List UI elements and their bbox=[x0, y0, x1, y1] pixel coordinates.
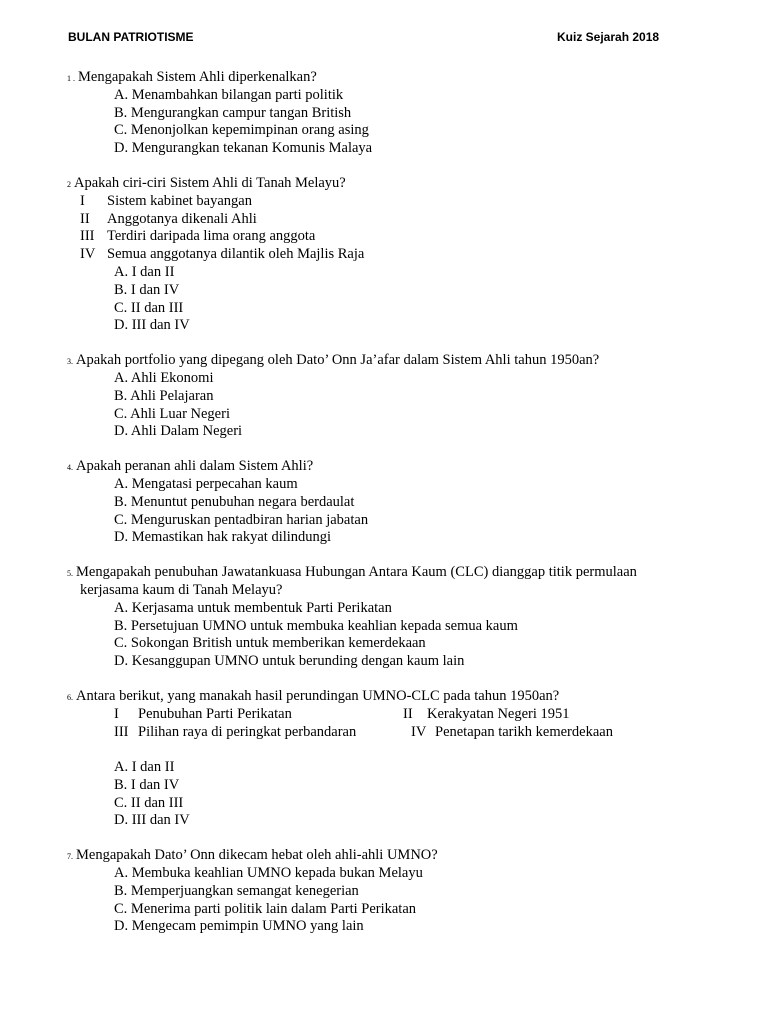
question-3 bbox=[0, 352, 768, 441]
option-b: B. Mengurangkan campur tangan British bbox=[114, 104, 352, 121]
statement-ii: II Kerakyatan Negeri 1951 bbox=[403, 705, 570, 722]
option-b: B. I dan IV bbox=[114, 281, 180, 298]
question-stem-continued: kerjasama kaum di Tanah Melayu? bbox=[80, 581, 283, 598]
statement-iv: IV Penetapan tarikh kemerdekaan bbox=[411, 723, 613, 740]
question-stem: Apakah peranan ahli dalam Sistem Ahli? bbox=[76, 458, 314, 475]
option-d: D. Memastikan hak rakyat dilindungi bbox=[114, 529, 332, 546]
option-b: B. Ahli Pelajaran bbox=[114, 387, 214, 404]
option-b: B. Persetujuan UMNO untuk membuka keahlian kepada semua kaum bbox=[114, 617, 518, 634]
option-b: B. I dan IV bbox=[114, 776, 180, 793]
question-number: 6. bbox=[67, 692, 73, 702]
option-a: A. Mengatasi perpecahan kaum bbox=[114, 475, 298, 492]
question-list bbox=[0, 69, 768, 953]
question-number: 7. bbox=[67, 852, 73, 862]
statement-row-1 bbox=[0, 706, 768, 724]
statement-iii: III Terdiri daripada lima orang anggota bbox=[80, 228, 316, 245]
option-c: C. Menguruskan pentadbiran harian jabatan bbox=[114, 511, 369, 528]
option-d: D. Ahli Dalam Negeri bbox=[114, 423, 243, 440]
question-5 bbox=[0, 564, 768, 671]
option-c: C. Ahli Luar Negeri bbox=[114, 405, 230, 422]
question-2 bbox=[0, 175, 768, 335]
option-a: A. I dan II bbox=[114, 759, 175, 776]
question-number: 3. bbox=[67, 357, 73, 367]
question-6 bbox=[0, 688, 768, 830]
question-stem: Mengapakah Dato’ Onn dikecam hebat oleh ahli-ahli UMNO? bbox=[76, 847, 438, 864]
question-number: 4. bbox=[67, 463, 73, 473]
option-c: C. II dan III bbox=[114, 299, 184, 316]
option-d: D. III dan IV bbox=[114, 317, 190, 334]
option-d: D. Mengurangkan tekanan Komunis Malaya bbox=[114, 140, 373, 157]
statement-row-2 bbox=[0, 724, 768, 742]
question-stem: Antara berikut, yang manakah hasil perundingan UMNO-CLC pada tahun 1950an? bbox=[76, 687, 560, 704]
option-a: A. Kerjasama untuk membentuk Parti Perikatan bbox=[114, 599, 392, 616]
option-d: D. III dan IV bbox=[114, 812, 190, 829]
option-c: C. Sokongan British untuk memberikan kemerdekaan bbox=[114, 635, 426, 652]
statement-ii: II Anggotanya dikenali Ahli bbox=[80, 210, 257, 227]
option-d: D. Mengecam pemimpin UMNO yang lain bbox=[114, 918, 364, 935]
statement-iii: III Pilihan raya di peringkat perbandaran bbox=[114, 723, 357, 740]
question-stem: Apakah portfolio yang dipegang oleh Dato’ Onn Ja’afar dalam Sistem Ahli tahun 1950an? bbox=[76, 352, 600, 369]
option-a: A. Membuka keahlian UMNO kepada bukan Melayu bbox=[114, 865, 423, 882]
option-c: C. Menerima parti politik lain dalam Parti Perikatan bbox=[114, 900, 417, 917]
statement-i: I Penubuhan Parti Perikatan bbox=[114, 705, 292, 722]
question-stem: Apakah ciri-ciri Sistem Ahli di Tanah Melayu? bbox=[74, 174, 346, 191]
question-1 bbox=[0, 69, 768, 158]
option-a: A. Ahli Ekonomi bbox=[114, 369, 214, 386]
header-quiz-label: Kuiz Sejarah 2018 bbox=[557, 30, 660, 44]
option-b: B. Menuntut penubuhan negara berdaulat bbox=[114, 493, 355, 510]
option-a: A. I dan II bbox=[114, 263, 175, 280]
question-number: 2 bbox=[67, 179, 71, 189]
option-c: C. Menonjolkan kepemimpinan orang asing bbox=[114, 122, 369, 139]
header-title: BULAN PATRIOTISME bbox=[68, 30, 194, 44]
question-7 bbox=[0, 847, 768, 936]
question-4 bbox=[0, 458, 768, 547]
statement-i: I Sistem kabinet bayangan bbox=[80, 192, 252, 209]
question-number: 1 . bbox=[67, 74, 75, 83]
option-d: D. Kesanggupan UMNO untuk berunding dengan kaum lain bbox=[114, 653, 465, 670]
question-stem: Mengapakah Sistem Ahli diperkenalkan? bbox=[78, 69, 317, 85]
option-c: C. II dan III bbox=[114, 794, 184, 811]
question-stem: Mengapakah penubuhan Jawatankuasa Hubungan Antara Kaum (CLC) dianggap titik permulaan bbox=[76, 564, 637, 581]
option-b: B. Memperjuangkan semangat kenegerian bbox=[114, 882, 359, 899]
statement-iv: IV Semua anggotanya dilantik oleh Majlis Raja bbox=[80, 246, 365, 263]
question-number: 5. bbox=[67, 569, 73, 579]
option-a: A. Menambahkan bilangan parti politik bbox=[114, 86, 344, 103]
